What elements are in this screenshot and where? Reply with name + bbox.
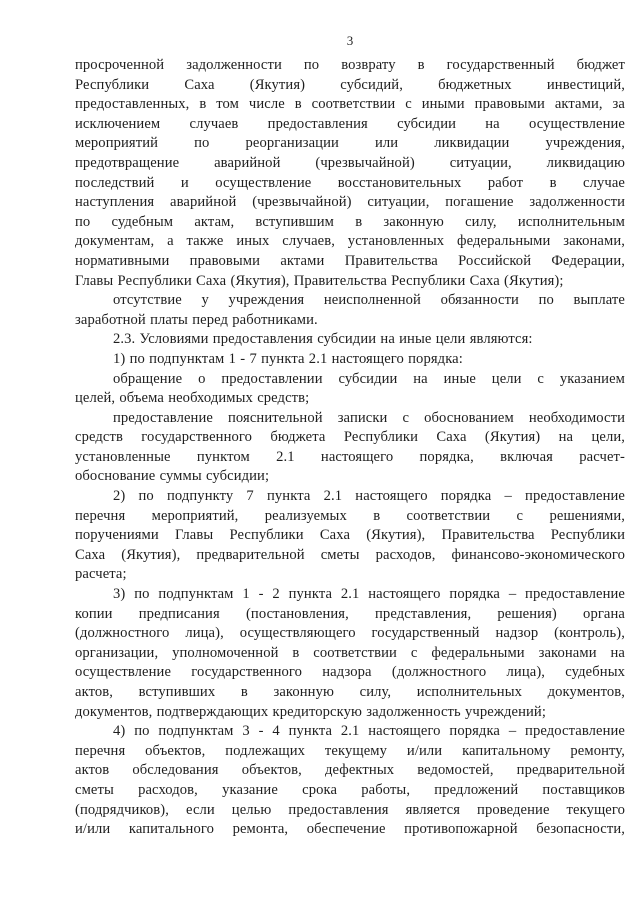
text-line: осуществление государственного надзора (должностного лица), судебных: [75, 664, 625, 681]
text-line: документам, а также иных случаев, установленных федеральными законами,: [75, 233, 625, 250]
text-line: предоставленных, в том числе в соответствии с иными правовыми актами, за: [75, 96, 625, 113]
paragraph: [75, 350, 625, 370]
text-line: Республики Саха (Якутия) субсидий, бюджетных инвестиций,: [75, 76, 625, 93]
text-line: 4) по подпунктам 3 - 4 пункта 2.1 настоящего порядка – предоставление: [113, 723, 625, 740]
document-body: [75, 56, 625, 840]
text-line: мероприятий по реорганизации или ликвидации учреждения,: [75, 135, 625, 152]
text-line: целей, объема необходимых средств;: [75, 390, 310, 407]
text-line: (подрядчиков), если целью предоставления является проведение текущего: [75, 801, 625, 818]
text-line: предотвращение аварийной (чрезвычайной) ситуации, ликвидацию: [75, 154, 625, 171]
text-line: сметы расходов, указание срока работы, предложений поставщиков: [75, 781, 625, 798]
text-line: копии предписания (постановления, представления, решения) органа: [75, 605, 625, 622]
paragraph: [75, 487, 625, 585]
text-line: по судебным актам, вступившим в законную силу, исполнительным: [75, 213, 625, 230]
text-line: Саха (Якутия), предварительной сметы расходов, финансово-экономического: [75, 546, 625, 563]
paragraph: [75, 370, 625, 409]
text-line: 3) по подпунктам 1 - 2 пункта 2.1 настоящего порядка – предоставление: [113, 586, 625, 603]
paragraph: [75, 330, 625, 350]
text-line: средств государственного бюджета Республики Саха (Якутия) на цели,: [75, 429, 625, 446]
text-line: заработной платы перед работниками.: [75, 311, 318, 328]
text-line: 1) по подпунктам 1 - 7 пункта 2.1 настоящего порядка:: [113, 350, 463, 367]
text-line: отсутствие у учреждения неисполненной обязанности по выплате: [113, 292, 625, 309]
paragraph: [75, 291, 625, 330]
text-line: установленные пунктом 2.1 настоящего порядка, включая расчет-: [75, 448, 625, 465]
text-line: поручениями Главы Республики Саха (Якутия), Правительства Республики: [75, 527, 625, 544]
text-line: нормативными правовыми актами Правительства Российской Федерации,: [75, 252, 625, 269]
text-line: обращение о предоставлении субсидии на иные цели с указанием: [113, 370, 625, 387]
text-line: предоставление пояснительной записки с обоснованием необходимости: [113, 409, 625, 426]
text-line: последствий и осуществление восстановительных работ в случае: [75, 174, 625, 191]
text-line: просроченной задолженности по возврату в государственный бюджет: [75, 57, 625, 73]
page-number: 3: [346, 33, 354, 48]
paragraph: [75, 722, 625, 840]
text-line: расчета;: [75, 566, 127, 583]
text-line: обоснование суммы субсидии;: [75, 468, 270, 485]
text-line: (должностного лица), осуществляющего государственный надзор (контроль),: [75, 625, 625, 642]
text-line: исключением случаев предоставления субсидии на осуществление: [75, 115, 625, 132]
paragraph: [75, 56, 625, 291]
text-line: документов, подтверждающих кредиторскую задолженность учреждений;: [75, 703, 546, 720]
text-line: актов обследования объектов, дефектных ведомостей, предварительной: [75, 762, 625, 779]
text-line: организации, уполномоченной в соответствии с федеральными законами на: [75, 644, 625, 661]
paragraph: [75, 585, 625, 722]
text-line: 2.3. Условиями предоставления субсидии на иные цели являются:: [113, 331, 533, 348]
text-line: перечня объектов, подлежащих текущему и/или капитальному ремонту,: [75, 742, 625, 759]
text-line: актов, вступивших в законную силу, исполнительных документов,: [75, 684, 625, 700]
paragraph: [75, 409, 625, 487]
text-line: Главы Республики Саха (Якутия), Правительства Республики Саха (Якутия);: [75, 272, 564, 289]
text-line: перечня мероприятий, реализуемых в соответствии с решениями,: [75, 507, 625, 524]
text-line: и/или капитального ремонта, обеспечение противопожарной безопасности,: [75, 821, 625, 838]
text-line: 2) по подпункту 7 пункта 2.1 настоящего порядка – предоставление: [113, 488, 625, 505]
text-line: наступления аварийной (чрезвычайной) ситуации, погашение задолженности: [75, 194, 625, 211]
